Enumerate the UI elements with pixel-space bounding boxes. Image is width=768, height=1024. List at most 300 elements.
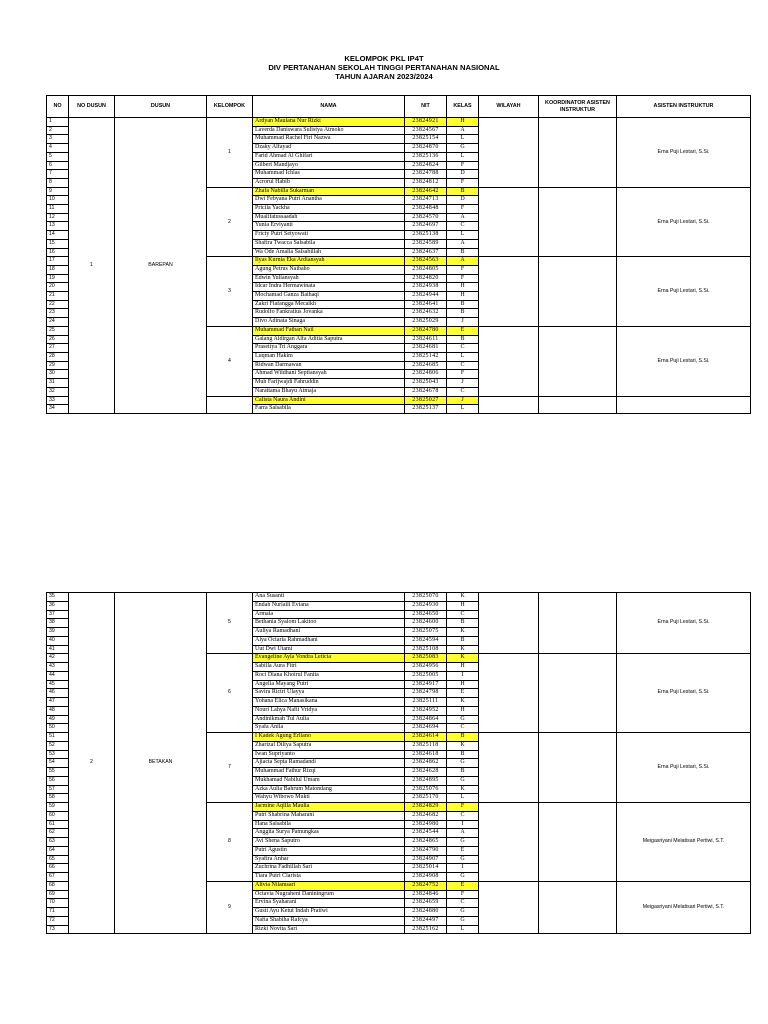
row-kelas: D	[447, 170, 479, 179]
row-kelas: C	[447, 222, 479, 231]
row-kelas: C	[447, 361, 479, 370]
row-no: 12	[47, 213, 69, 222]
row-kelas: L	[447, 152, 479, 161]
row-nit: 23825162	[405, 925, 447, 934]
row-nit: 23825027	[405, 396, 447, 405]
row-kelas: B	[447, 248, 479, 257]
row-nit: 23824614	[405, 733, 447, 742]
row-no: 55	[47, 768, 69, 777]
group-table-page1	[46, 95, 751, 414]
row-nama: Nafia Shabiha Rafcya	[253, 916, 405, 925]
row-kelas: B	[447, 768, 479, 777]
row-nama: Yunia Erviyanti	[253, 222, 405, 231]
row-nama: Idcar Indra Hermawinata	[253, 283, 405, 292]
row-nit: 23824780	[405, 326, 447, 335]
row-nama: Armala	[253, 610, 405, 619]
row-no: 43	[47, 663, 69, 672]
col-header-nit: NIT	[405, 96, 447, 118]
koordinator-cell	[539, 881, 617, 934]
row-kelas: H	[447, 706, 479, 715]
row-nama: Uut Dwi Utami	[253, 645, 405, 654]
row-no: 32	[47, 387, 69, 396]
row-nit: 23825111	[405, 698, 447, 707]
row-kelas: C	[447, 610, 479, 619]
koordinator-cell	[539, 733, 617, 803]
row-no: 38	[47, 619, 69, 628]
row-nama: Sabilla Aura Fitri	[253, 663, 405, 672]
row-no: 31	[47, 379, 69, 388]
row-no: 40	[47, 636, 69, 645]
dusun-number: 2	[69, 593, 115, 934]
row-nama: Putri Shabrina Maharani	[253, 811, 405, 820]
row-nit: 23824563	[405, 257, 447, 266]
row-nama: Rizki Novita Sari	[253, 925, 405, 934]
row-nit: 23824681	[405, 344, 447, 353]
kelompok-number: 6	[207, 654, 253, 733]
row-nama: Farra Salsabila	[253, 405, 405, 414]
row-no: 3	[47, 135, 69, 144]
row-kelas: G	[447, 916, 479, 925]
row-kelas: L	[447, 405, 479, 414]
row-nama: Ervina Syaharani	[253, 899, 405, 908]
kelompok-number: 7	[207, 733, 253, 803]
row-nit: 23825118	[405, 741, 447, 750]
row-nama: Syafira Anhar	[253, 855, 405, 864]
row-nama: Angelia Mayang Putri	[253, 680, 405, 689]
row-nama: Acrorul Habib	[253, 178, 405, 187]
dusun-name: BAREPAN	[115, 118, 207, 414]
row-nama: Muhammad Fathur Rizqi	[253, 768, 405, 777]
row-kelas: I	[447, 864, 479, 873]
row-no: 73	[47, 925, 69, 934]
row-no: 14	[47, 231, 69, 240]
row-nama: Muhammad Rachel Firi Nazwa	[253, 135, 405, 144]
row-nit: 23824752	[405, 881, 447, 890]
row-no: 1	[47, 118, 69, 127]
row-nit: 23824600	[405, 619, 447, 628]
row-nama: Zharizal Diliya Saputra	[253, 741, 405, 750]
row-nit: 23824846	[405, 890, 447, 899]
row-nit: 23824895	[405, 776, 447, 785]
row-no: 61	[47, 820, 69, 829]
row-kelas: F	[447, 161, 479, 170]
row-nama: Auliya Ramadhani	[253, 628, 405, 637]
row-nama: Dwi Febyana Putri Anantha	[253, 196, 405, 205]
row-nit: 23824790	[405, 846, 447, 855]
row-no: 4	[47, 144, 69, 153]
row-nama: Ilyas Kurnia Eka Ardiansyah	[253, 257, 405, 266]
row-nit: 23824862	[405, 759, 447, 768]
row-nit: 23824921	[405, 118, 447, 127]
row-kelas: F	[447, 890, 479, 899]
row-no: 52	[47, 741, 69, 750]
row-no: 10	[47, 196, 69, 205]
row-nama: Ana Susanti	[253, 593, 405, 602]
row-kelas: F	[447, 803, 479, 812]
row-nama: Hana Salsabila	[253, 820, 405, 829]
wilayah-cell	[479, 326, 539, 396]
row-no: 21	[47, 292, 69, 301]
row-nama: Gilbert Mandjayo	[253, 161, 405, 170]
row-no: 41	[47, 645, 69, 654]
row-nit: 23824880	[405, 908, 447, 917]
row-nama: Avi Shena Saputro	[253, 838, 405, 847]
row-nama: Tiara Putri Clarista	[253, 873, 405, 882]
row-no: 6	[47, 161, 69, 170]
row-kelas: H	[447, 118, 479, 127]
row-kelas: H	[447, 663, 479, 672]
col-header-asisten: ASISTEN INSTRUKTUR	[617, 96, 751, 118]
row-no: 7	[47, 170, 69, 179]
row-nit: 23825070	[405, 593, 447, 602]
row-nama: Ahmad Wildhani Septiansyah	[253, 370, 405, 379]
row-nit: 23824805	[405, 265, 447, 274]
row-nit: 23824611	[405, 335, 447, 344]
asisten-instruktur: Erna Puji Lestari, S.Si.	[617, 733, 751, 803]
row-kelas: E	[447, 846, 479, 855]
kelompok-number: 1	[207, 118, 253, 188]
koordinator-cell	[539, 593, 617, 654]
row-no: 8	[47, 178, 69, 187]
row-nit: 23825083	[405, 654, 447, 663]
row-nama: Ardyan Maulana Nur Rizki	[253, 118, 405, 127]
row-nit: 23824618	[405, 750, 447, 759]
koordinator-cell	[539, 257, 617, 327]
wilayah-cell	[479, 257, 539, 327]
row-no: 39	[47, 628, 69, 637]
row-nama: Fricty Putri Setyowati	[253, 231, 405, 240]
row-kelas: H	[447, 601, 479, 610]
koordinator-cell	[539, 396, 617, 413]
row-kelas: H	[447, 292, 479, 301]
row-nit: 23824697	[405, 222, 447, 231]
row-nit: 23825154	[405, 135, 447, 144]
row-no: 51	[47, 733, 69, 742]
row-kelas: L	[447, 135, 479, 144]
row-nama: Anggita Surya Pamungkas	[253, 829, 405, 838]
row-nit: 23824642	[405, 187, 447, 196]
row-kelas: K	[447, 654, 479, 663]
row-no: 65	[47, 855, 69, 864]
row-kelas: B	[447, 309, 479, 318]
row-nama: Zhafa Nabilla Sukarman	[253, 187, 405, 196]
row-nit: 23824938	[405, 283, 447, 292]
row-no: 13	[47, 222, 69, 231]
wilayah-cell	[479, 187, 539, 257]
row-kelas: E	[447, 881, 479, 890]
row-nit: 23824594	[405, 636, 447, 645]
row-nama: Nouri Lahya Nafii Vridya	[253, 706, 405, 715]
row-kelas: G	[447, 838, 479, 847]
row-nama: Laverda Daniswara Sulistya Atmoko	[253, 126, 405, 135]
row-nama: Azka Aulia Bahrum Matondang	[253, 785, 405, 794]
row-no: 26	[47, 335, 69, 344]
col-header-kelompok: KELOMPOK	[207, 96, 253, 118]
asisten-instruktur: Erna Puji Lestari, S.Si.	[617, 118, 751, 188]
row-nit: 23825014	[405, 864, 447, 873]
kelompok-number: 9	[207, 881, 253, 934]
row-no: 25	[47, 326, 69, 335]
row-nama: Mochamad Ganza Baihaqi	[253, 292, 405, 301]
row-no: 17	[47, 257, 69, 266]
row-nit: 23825136	[405, 152, 447, 161]
row-nama: Agung Petrus Naibaho	[253, 265, 405, 274]
row-kelas: L	[447, 794, 479, 803]
row-kelas: J	[447, 318, 479, 327]
wilayah-cell	[479, 803, 539, 882]
wilayah-cell	[479, 118, 539, 188]
row-nama: Evangeline Ayla Vondra Leticia	[253, 654, 405, 663]
koordinator-cell	[539, 654, 617, 733]
table-header-row	[47, 96, 751, 118]
row-nit: 23824980	[405, 820, 447, 829]
row-kelas: B	[447, 636, 479, 645]
row-kelas: C	[447, 344, 479, 353]
row-nama: Endah Nurlaili Eviana	[253, 601, 405, 610]
row-no: 19	[47, 274, 69, 283]
row-kelas: L	[447, 352, 479, 361]
row-nama: Galang Aldirgan Alfa Aditia Saputra	[253, 335, 405, 344]
row-kelas: B	[447, 750, 479, 759]
row-nama: Dzaky Alfayad	[253, 144, 405, 153]
row-no: 64	[47, 846, 69, 855]
row-kelas: K	[447, 593, 479, 602]
row-nit: 23824930	[405, 601, 447, 610]
row-nama: Rudolfo Fankratius Jovanka	[253, 309, 405, 318]
row-kelas: J	[447, 379, 479, 388]
row-nit: 23824641	[405, 300, 447, 309]
koordinator-cell	[539, 803, 617, 882]
row-kelas: C	[447, 387, 479, 396]
row-nama: Divo Adinata Sinaga	[253, 318, 405, 327]
row-nit: 23825076	[405, 785, 447, 794]
col-header-wilayah: WILAYAH	[479, 96, 539, 118]
row-no: 72	[47, 916, 69, 925]
col-header-dusun: DUSUN	[115, 96, 207, 118]
asisten-instruktur: Meigasriyani Melatisari Pertiwi, S.T.	[617, 803, 751, 882]
row-kelas: C	[447, 811, 479, 820]
row-nit: 23824628	[405, 768, 447, 777]
row-no: 48	[47, 706, 69, 715]
row-nit: 23825005	[405, 671, 447, 680]
row-nit: 23824659	[405, 899, 447, 908]
doc-title-line2: DIV PERTANAHAN SEKOLAH TINGGI PERTANAHAN NASIONAL	[268, 63, 500, 72]
col-header-no-dusun: NO DUSUN	[69, 96, 115, 118]
row-kelas: C	[447, 899, 479, 908]
row-no: 5	[47, 152, 69, 161]
col-header-no: NO	[47, 96, 69, 118]
row-nit: 23824812	[405, 178, 447, 187]
row-nit: 23824798	[405, 689, 447, 698]
row-nama: Octavia Nugraheni Daniningrum	[253, 890, 405, 899]
row-kelas: C	[447, 724, 479, 733]
row-nit: 23824865	[405, 838, 447, 847]
asisten-instruktur	[617, 396, 751, 413]
row-kelas: F	[447, 178, 479, 187]
asisten-instruktur: Erna Puji Lestari, S.Si.	[617, 187, 751, 257]
row-kelas: A	[447, 257, 479, 266]
row-kelas: G	[447, 873, 479, 882]
row-nit: 23824650	[405, 610, 447, 619]
row-no: 18	[47, 265, 69, 274]
row-kelas: H	[447, 283, 479, 292]
row-nit: 23824917	[405, 680, 447, 689]
row-no: 44	[47, 671, 69, 680]
koordinator-cell	[539, 187, 617, 257]
row-nama: Muhammad Ichlas	[253, 170, 405, 179]
row-no: 24	[47, 318, 69, 327]
row-nit: 23825108	[405, 645, 447, 654]
row-no: 63	[47, 838, 69, 847]
row-nit: 23825170	[405, 794, 447, 803]
row-nit: 23824694	[405, 724, 447, 733]
dusun-number: 1	[69, 118, 115, 414]
asisten-instruktur: Erna Puji Lestari, S.Si.	[617, 326, 751, 396]
row-kelas: L	[447, 925, 479, 934]
kelompok-number: 8	[207, 803, 253, 882]
row-kelas: F	[447, 205, 479, 214]
row-nama: I Kadek Agung Erliano	[253, 733, 405, 742]
asisten-instruktur: Erna Puji Lestari, S.Si.	[617, 257, 751, 327]
row-no: 50	[47, 724, 69, 733]
row-no: 11	[47, 205, 69, 214]
row-nama: Jacmine Aqilla Maulia	[253, 803, 405, 812]
row-kelas: K	[447, 741, 479, 750]
row-nit: 23824544	[405, 829, 447, 838]
row-no: 28	[47, 352, 69, 361]
row-kelas: B	[447, 733, 479, 742]
kelompok-number: 5	[207, 593, 253, 654]
row-no: 2	[47, 126, 69, 135]
row-no: 56	[47, 776, 69, 785]
row-kelas: K	[447, 698, 479, 707]
koordinator-cell	[539, 118, 617, 188]
row-nit: 23824632	[405, 309, 447, 318]
row-nama: Narattama Bhayu Atmaja	[253, 387, 405, 396]
row-nit: 23825075	[405, 628, 447, 637]
row-no: 22	[47, 300, 69, 309]
row-kelas: G	[447, 759, 479, 768]
row-nama: Wa Ode Amalia Salsabillah	[253, 248, 405, 257]
row-nama: Wahyu Wibowo Mukti	[253, 794, 405, 803]
row-no: 27	[47, 344, 69, 353]
row-nama: Shafira Twacca Salsabila	[253, 239, 405, 248]
doc-title-line1: KELOMPOK PKL IP4T	[344, 54, 424, 63]
row-kelas: I	[447, 671, 479, 680]
row-kelas: A	[447, 829, 479, 838]
wilayah-cell	[479, 881, 539, 934]
row-nama: Putri Agustin	[253, 846, 405, 855]
row-nit: 23824570	[405, 213, 447, 222]
wilayah-cell	[479, 396, 539, 413]
row-kelas: E	[447, 326, 479, 335]
row-nama: Calista Naura Andini	[253, 396, 405, 405]
row-no: 47	[47, 698, 69, 707]
row-no: 59	[47, 803, 69, 812]
col-header-nama: NAMA	[253, 96, 405, 118]
row-no: 49	[47, 715, 69, 724]
row-no: 16	[47, 248, 69, 257]
row-no: 62	[47, 829, 69, 838]
row-nama: Ajiacta Septa Ramadandi	[253, 759, 405, 768]
row-nama: Muhammad Fathan Nail	[253, 326, 405, 335]
row-nit: 23824944	[405, 292, 447, 301]
row-nama: Gusti Ayu Ketut Indah Pratiwi	[253, 908, 405, 917]
row-kelas: F	[447, 370, 479, 379]
row-nit: 23824682	[405, 811, 447, 820]
row-nit: 23824820	[405, 274, 447, 283]
row-kelas: B	[447, 187, 479, 196]
row-kelas: L	[447, 231, 479, 240]
row-nama: Prasetiya Tri Anggara	[253, 344, 405, 353]
row-kelas: G	[447, 144, 479, 153]
row-kelas: B	[447, 300, 479, 309]
row-no: 45	[47, 680, 69, 689]
row-nit: 23824848	[405, 205, 447, 214]
row-no: 20	[47, 283, 69, 292]
row-nama: Alya Octaria Rahmadhani	[253, 636, 405, 645]
asisten-instruktur: Meigasriyani Melatisari Pertiwi, S.T.	[617, 881, 751, 934]
row-nit: 23824829	[405, 803, 447, 812]
row-kelas: B	[447, 619, 479, 628]
row-kelas: G	[447, 715, 479, 724]
row-nit: 23824806	[405, 370, 447, 379]
row-nama: Alivia Nilamsari	[253, 881, 405, 890]
row-nit: 23825029	[405, 318, 447, 327]
row-nama: Muh Farijwajdi Fahruddin	[253, 379, 405, 388]
row-kelas: A	[447, 239, 479, 248]
row-nama: Zakri Fiafangga Mecaikh	[253, 300, 405, 309]
row-nit: 23824678	[405, 387, 447, 396]
row-kelas: K	[447, 785, 479, 794]
row-no: 36	[47, 601, 69, 610]
row-no: 57	[47, 785, 69, 794]
row-kelas: K	[447, 628, 479, 637]
row-nit: 23824864	[405, 715, 447, 724]
row-no: 53	[47, 750, 69, 759]
row-no: 66	[47, 864, 69, 873]
row-nama: Mukhamad Nabilul Umam	[253, 776, 405, 785]
row-nama: Edwin Yuliansyah	[253, 274, 405, 283]
row-kelas: F	[447, 274, 479, 283]
row-kelas: A	[447, 213, 479, 222]
row-nit: 23824567	[405, 126, 447, 135]
row-no: 33	[47, 396, 69, 405]
kelompok-number	[207, 396, 253, 413]
row-nit: 23824637	[405, 248, 447, 257]
row-kelas: G	[447, 776, 479, 785]
row-kelas: I	[447, 820, 479, 829]
row-kelas: B	[447, 335, 479, 344]
row-kelas: E	[447, 689, 479, 698]
row-nit: 23825142	[405, 352, 447, 361]
row-no: 69	[47, 890, 69, 899]
row-no: 34	[47, 405, 69, 414]
row-nama: Pricila Yackha	[253, 205, 405, 214]
row-nit: 23825137	[405, 405, 447, 414]
row-kelas: J	[447, 396, 479, 405]
row-nit: 23824908	[405, 873, 447, 882]
table-row	[47, 593, 751, 602]
row-kelas: D	[447, 196, 479, 205]
group-table-page2	[46, 592, 751, 934]
row-nama: Iwan Supriyanto	[253, 750, 405, 759]
row-no: 68	[47, 881, 69, 890]
row-no: 9	[47, 187, 69, 196]
row-nit: 23824907	[405, 855, 447, 864]
wilayah-cell	[479, 733, 539, 803]
row-nit: 23824788	[405, 170, 447, 179]
